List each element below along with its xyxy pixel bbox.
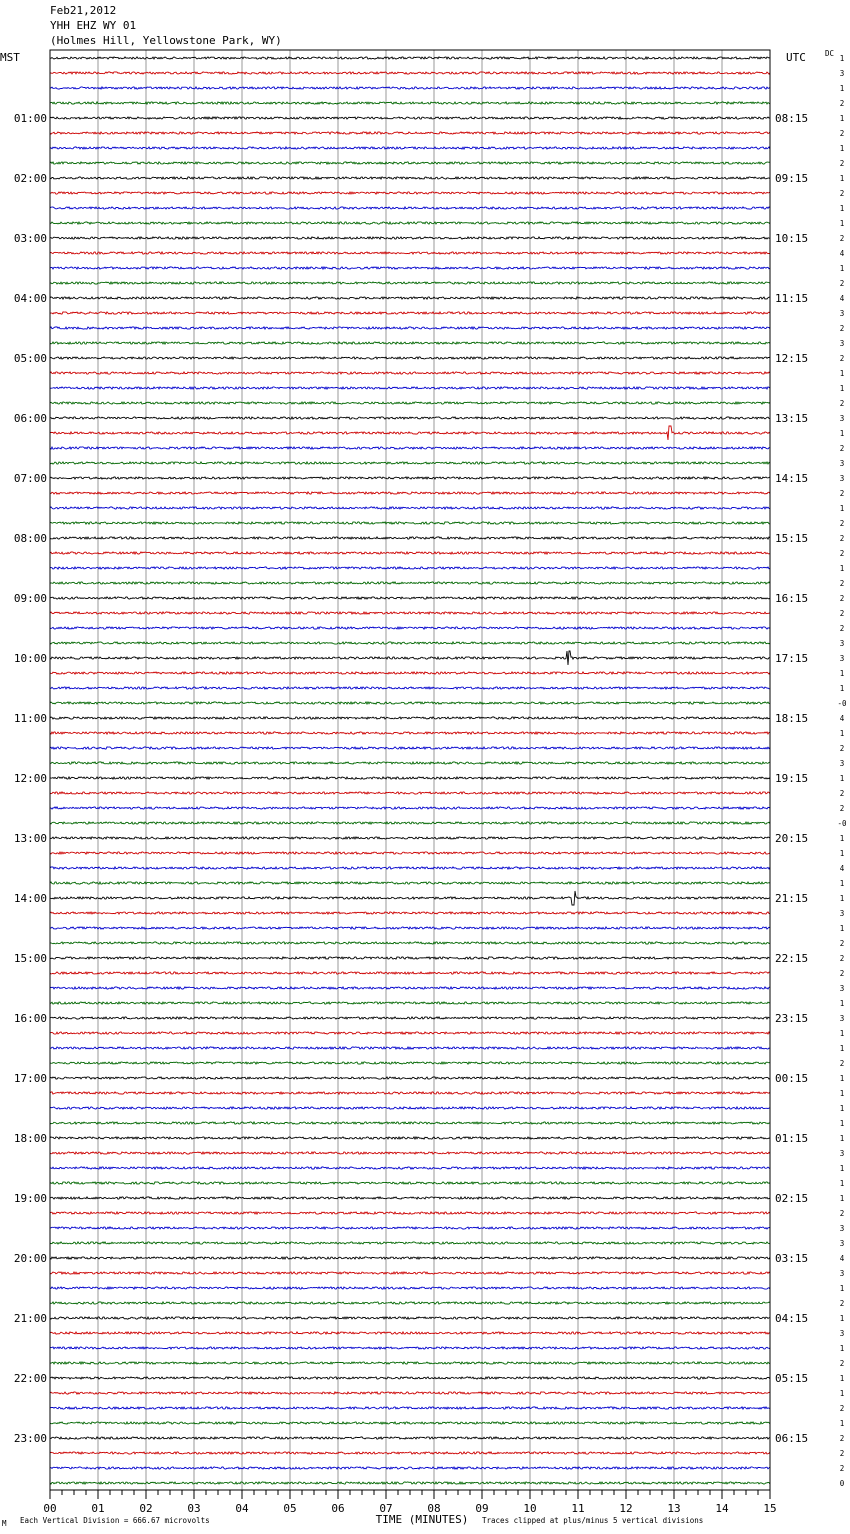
trace-line (50, 1302, 770, 1304)
right-hour-label: 15:15 (775, 532, 809, 545)
right-hour-label: 18:15 (775, 712, 809, 725)
right-hour-label: 22:15 (775, 952, 809, 965)
trace-value-label: 3 (839, 459, 845, 468)
x-tick-label: 15 (763, 1502, 777, 1515)
trace-value-label: 1 (839, 264, 845, 273)
trace-line (50, 252, 770, 254)
left-hour-label: 14:00 (13, 892, 47, 905)
trace-line (50, 402, 770, 404)
left-hour-label: 11:00 (13, 712, 47, 725)
trace-line (50, 426, 770, 440)
trace-line (50, 972, 770, 974)
left-hour-label: 03:00 (13, 232, 47, 245)
trace-line (50, 1047, 770, 1049)
trace-line (50, 687, 770, 689)
trace-value-label: 3 (839, 474, 845, 483)
left-hour-label: 08:00 (13, 532, 47, 545)
trace-line (50, 282, 770, 284)
trace-line (50, 1422, 770, 1424)
x-tick-label: 14 (715, 1502, 729, 1515)
right-hour-label: 21:15 (775, 892, 809, 905)
trace-line (50, 732, 770, 734)
trace-line (50, 117, 770, 119)
trace-line (50, 462, 770, 464)
trace-value-label: 1 (839, 1134, 845, 1143)
trace-line (50, 1392, 770, 1394)
trace-value-label: 2 (839, 594, 845, 603)
right-hour-label: 14:15 (775, 472, 809, 485)
trace-line (50, 1137, 770, 1139)
trace-value-label: 1 (839, 174, 845, 183)
right-hour-label: 13:15 (775, 412, 809, 425)
left-hour-label: 01:00 (13, 112, 47, 125)
trace-value-label: 1 (839, 879, 845, 888)
trace-line (50, 87, 770, 89)
trace-value-label: 2 (839, 129, 845, 138)
trace-value-label: 3 (839, 309, 845, 318)
trace-line (50, 1182, 770, 1184)
trace-line (50, 537, 770, 539)
trace-line (50, 867, 770, 869)
trace-line (50, 1377, 770, 1379)
trace-value-label: 2 (839, 969, 845, 978)
trace-line (50, 1467, 770, 1469)
trace-line (50, 297, 770, 299)
trace-value-label: 1 (839, 204, 845, 213)
trace-value-label: 3 (839, 1224, 845, 1233)
trace-line (50, 642, 770, 644)
trace-line (50, 792, 770, 794)
left-hour-label: 22:00 (13, 1372, 47, 1385)
trace-line (50, 822, 770, 824)
trace-value-label: 1 (839, 684, 845, 693)
trace-value-label: 4 (839, 1254, 845, 1263)
trace-value-label: 2 (839, 534, 845, 543)
trace-line (50, 72, 770, 74)
trace-value-label: 2 (839, 1464, 845, 1473)
trace-line (50, 1077, 770, 1079)
trace-line (50, 552, 770, 554)
trace-value-label: -0 (837, 699, 847, 708)
trace-value-label: 2 (839, 189, 845, 198)
trace-line (50, 1197, 770, 1199)
trace-line (50, 777, 770, 779)
trace-value-label: 2 (839, 579, 845, 588)
trace-line (50, 102, 770, 104)
trace-value-label: 1 (839, 429, 845, 438)
x-tick-label: 08 (427, 1502, 441, 1515)
right-hour-label: 06:15 (775, 1432, 809, 1445)
trace-value-label: 2 (839, 489, 845, 498)
right-hour-label: 08:15 (775, 112, 809, 125)
chart-station: YHH EHZ WY 01 (50, 19, 137, 32)
right-hour-label: 12:15 (775, 352, 809, 365)
trace-line (50, 987, 770, 989)
trace-value-label: 2 (839, 1059, 845, 1068)
x-tick-label: 03 (187, 1502, 201, 1515)
chart-date: Feb21,2012 (50, 4, 117, 17)
trace-value-label: 4 (839, 249, 845, 258)
left-hour-label: 13:00 (13, 832, 47, 845)
left-hour-label: 23:00 (13, 1432, 47, 1445)
right-hour-label: 16:15 (775, 592, 809, 605)
trace-line (50, 417, 770, 419)
trace-value-label: 3 (839, 1329, 845, 1338)
left-hour-label: 10:00 (13, 652, 47, 665)
trace-line (50, 132, 770, 134)
trace-value-label: 1 (839, 1374, 845, 1383)
trace-value-label: 3 (839, 1014, 845, 1023)
trace-value-label: 1 (839, 1044, 845, 1053)
trace-line (50, 357, 770, 359)
trace-line (50, 1092, 770, 1094)
trace-line (50, 477, 770, 479)
trace-value-label: 2 (839, 159, 845, 168)
trace-value-label: 2 (839, 1299, 845, 1308)
trace-line (50, 342, 770, 344)
trace-line (50, 912, 770, 914)
left-hour-label: 02:00 (13, 172, 47, 185)
trace-line (50, 207, 770, 209)
trace-value-label: 3 (839, 69, 845, 78)
trace-line (50, 702, 770, 704)
trace-line (50, 1152, 770, 1154)
trace-value-label: 1 (839, 1389, 845, 1398)
trace-line (50, 942, 770, 944)
trace-value-label: 2 (839, 354, 845, 363)
trace-line (50, 1317, 770, 1319)
trace-value-label: 1 (839, 834, 845, 843)
trace-value-label: 3 (839, 414, 845, 423)
x-tick-label: 07 (379, 1502, 393, 1515)
trace-value-label: -0 (837, 819, 847, 828)
trace-line (50, 237, 770, 239)
right-hour-label: 05:15 (775, 1372, 809, 1385)
trace-line (50, 567, 770, 569)
x-tick-label: 05 (283, 1502, 297, 1515)
trace-value-label: 2 (839, 324, 845, 333)
footer-vertical-division: Each Vertical Division = 666.67 microvolts (20, 1516, 210, 1525)
trace-line (50, 672, 770, 674)
trace-value-label: 1 (839, 504, 845, 513)
trace-line (50, 852, 770, 854)
chart-location: (Holmes Hill, Yellowstone Park, WY) (50, 34, 282, 47)
trace-value-label: 1 (839, 729, 845, 738)
trace-value-label: 1 (839, 774, 845, 783)
trace-value-label: 1 (839, 1179, 845, 1188)
trace-value-label: 1 (839, 114, 845, 123)
trace-value-label: 3 (839, 654, 845, 663)
trace-value-label: 1 (839, 1089, 845, 1098)
trace-line (50, 612, 770, 614)
trace-line (50, 507, 770, 509)
trace-line (50, 627, 770, 629)
trace-line (50, 447, 770, 449)
right-hour-label: 19:15 (775, 772, 809, 785)
trace-value-label: 1 (839, 1419, 845, 1428)
trace-line (50, 582, 770, 584)
trace-line (50, 162, 770, 164)
trace-value-label: 2 (839, 1449, 845, 1458)
trace-value-label: 2 (839, 939, 845, 948)
left-hour-label: 18:00 (13, 1132, 47, 1145)
trace-value-label: 2 (839, 1359, 845, 1368)
trace-value-label: 2 (839, 444, 845, 453)
trace-line (50, 1287, 770, 1289)
trace-line (50, 192, 770, 194)
trace-line (50, 267, 770, 269)
left-hour-label: 20:00 (13, 1252, 47, 1265)
trace-line (50, 1122, 770, 1124)
trace-value-label: 3 (839, 1149, 845, 1158)
trace-line (50, 1032, 770, 1034)
plot-frame (50, 50, 770, 1490)
trace-line (50, 312, 770, 314)
right-hour-label: 17:15 (775, 652, 809, 665)
trace-line (50, 957, 770, 959)
left-hour-label: 06:00 (13, 412, 47, 425)
trace-line (50, 1242, 770, 1244)
trace-value-label: 2 (839, 1404, 845, 1413)
trace-value-label: 3 (839, 984, 845, 993)
trace-line (50, 1272, 770, 1274)
trace-line (50, 327, 770, 329)
x-tick-label: 00 (43, 1502, 57, 1515)
trace-value-label: 1 (839, 924, 845, 933)
right-hour-label: 09:15 (775, 172, 809, 185)
x-axis-label: TIME (MINUTES) (375, 1513, 469, 1526)
trace-value-label: 2 (839, 99, 845, 108)
trace-line (50, 1107, 770, 1109)
trace-value-label: 1 (839, 564, 845, 573)
trace-value-label: 1 (839, 1119, 845, 1128)
x-tick-label: 09 (475, 1502, 489, 1515)
trace-value-label: 2 (839, 744, 845, 753)
trace-value-label: 2 (839, 519, 845, 528)
trace-line (50, 522, 770, 524)
trace-value-label: 2 (839, 399, 845, 408)
left-hour-label: 21:00 (13, 1312, 47, 1325)
trace-value-label: 3 (839, 339, 845, 348)
trace-line (50, 372, 770, 374)
trace-value-label: 2 (839, 1434, 845, 1443)
trace-line (50, 1437, 770, 1439)
right-timezone-label: UTC (786, 51, 806, 64)
trace-line (50, 747, 770, 749)
trace-value-label: 3 (839, 759, 845, 768)
right-hour-label: 20:15 (775, 832, 809, 845)
trace-line (50, 762, 770, 764)
trace-value-label: 2 (839, 279, 845, 288)
x-tick-label: 10 (523, 1502, 537, 1515)
trace-line (50, 1257, 770, 1259)
x-tick-label: 13 (667, 1502, 681, 1515)
trace-line (50, 1362, 770, 1364)
trace-value-label: 1 (839, 669, 845, 678)
trace-line (50, 177, 770, 179)
trace-line (50, 147, 770, 149)
trace-value-label: 1 (839, 144, 845, 153)
left-hour-label: 19:00 (13, 1192, 47, 1205)
trace-line (50, 1407, 770, 1409)
left-hour-label: 04:00 (13, 292, 47, 305)
trace-line (50, 1452, 770, 1454)
trace-value-label: 1 (839, 894, 845, 903)
trace-value-label: 3 (839, 1239, 845, 1248)
left-hour-label: 07:00 (13, 472, 47, 485)
trace-value-label: 1 (839, 999, 845, 1008)
trace-value-label: 2 (839, 954, 845, 963)
footer-logo: M (2, 1519, 7, 1528)
x-tick-label: 12 (619, 1502, 633, 1515)
right-hour-label: 10:15 (775, 232, 809, 245)
left-hour-label: 09:00 (13, 592, 47, 605)
trace-value-label: 2 (839, 234, 845, 243)
left-hour-label: 15:00 (13, 952, 47, 965)
trace-value-label: 4 (839, 294, 845, 303)
trace-line (50, 57, 770, 59)
trace-value-label: 1 (839, 54, 845, 63)
right-hour-label: 02:15 (775, 1192, 809, 1205)
trace-line (50, 891, 770, 905)
right-hour-label: 00:15 (775, 1072, 809, 1085)
x-tick-label: 01 (91, 1502, 105, 1515)
trace-line (50, 1062, 770, 1064)
trace-value-label: 2 (839, 549, 845, 558)
trace-line (50, 882, 770, 884)
trace-line (50, 1482, 770, 1484)
trace-line (50, 1347, 770, 1349)
trace-line (50, 597, 770, 599)
x-tick-label: 06 (331, 1502, 345, 1515)
trace-line (50, 222, 770, 224)
trace-value-label: 3 (839, 639, 845, 648)
left-hour-label: 05:00 (13, 352, 47, 365)
trace-line (50, 807, 770, 809)
trace-value-label: 2 (839, 1209, 845, 1218)
trace-value-label: 1 (839, 1314, 845, 1323)
right-hour-label: 01:15 (775, 1132, 809, 1145)
trace-value-label: 0 (839, 1479, 845, 1488)
trace-value-label: 1 (839, 84, 845, 93)
right-hour-label: 03:15 (775, 1252, 809, 1265)
left-hour-label: 17:00 (13, 1072, 47, 1085)
x-tick-label: 02 (139, 1502, 153, 1515)
left-hour-label: 12:00 (13, 772, 47, 785)
trace-value-label: 1 (839, 1029, 845, 1038)
x-tick-label: 11 (571, 1502, 585, 1515)
trace-value-label: 1 (839, 1194, 845, 1203)
trace-value-label: 1 (839, 1344, 845, 1353)
trace-value-label: 3 (839, 909, 845, 918)
trace-value-label: 4 (839, 714, 845, 723)
trace-line (50, 717, 770, 719)
trace-value-label: 4 (839, 864, 845, 873)
right-hour-label: 23:15 (775, 1012, 809, 1025)
trace-value-label: 2 (839, 624, 845, 633)
left-hour-label: 16:00 (13, 1012, 47, 1025)
left-timezone-label: MST (0, 51, 20, 64)
trace-value-label: 1 (839, 1104, 845, 1113)
trace-line (50, 387, 770, 389)
trace-value-label: 3 (839, 1269, 845, 1278)
trace-value-label: 2 (839, 609, 845, 618)
trace-line (50, 1002, 770, 1004)
trace-value-label: 1 (839, 219, 845, 228)
trace-line (50, 1017, 770, 1019)
trace-value-label: 1 (839, 1164, 845, 1173)
right-hour-label: 04:15 (775, 1312, 809, 1325)
trace-line (50, 1167, 770, 1169)
footer-clip-note: Traces clipped at plus/minus 5 vertical divisions (482, 1516, 704, 1525)
trace-line (50, 651, 770, 665)
dc-label: DC (825, 49, 835, 58)
trace-value-label: 1 (839, 1074, 845, 1083)
trace-line (50, 1212, 770, 1214)
trace-line (50, 837, 770, 839)
trace-value-label: 1 (839, 1284, 845, 1293)
right-hour-label: 11:15 (775, 292, 809, 305)
x-tick-label: 04 (235, 1502, 249, 1515)
trace-value-label: 1 (839, 369, 845, 378)
trace-line (50, 1332, 770, 1334)
trace-line (50, 1227, 770, 1229)
trace-value-label: 1 (839, 849, 845, 858)
trace-line (50, 927, 770, 929)
trace-line (50, 492, 770, 494)
trace-value-label: 2 (839, 804, 845, 813)
trace-value-label: 2 (839, 789, 845, 798)
trace-value-label: 1 (839, 384, 845, 393)
